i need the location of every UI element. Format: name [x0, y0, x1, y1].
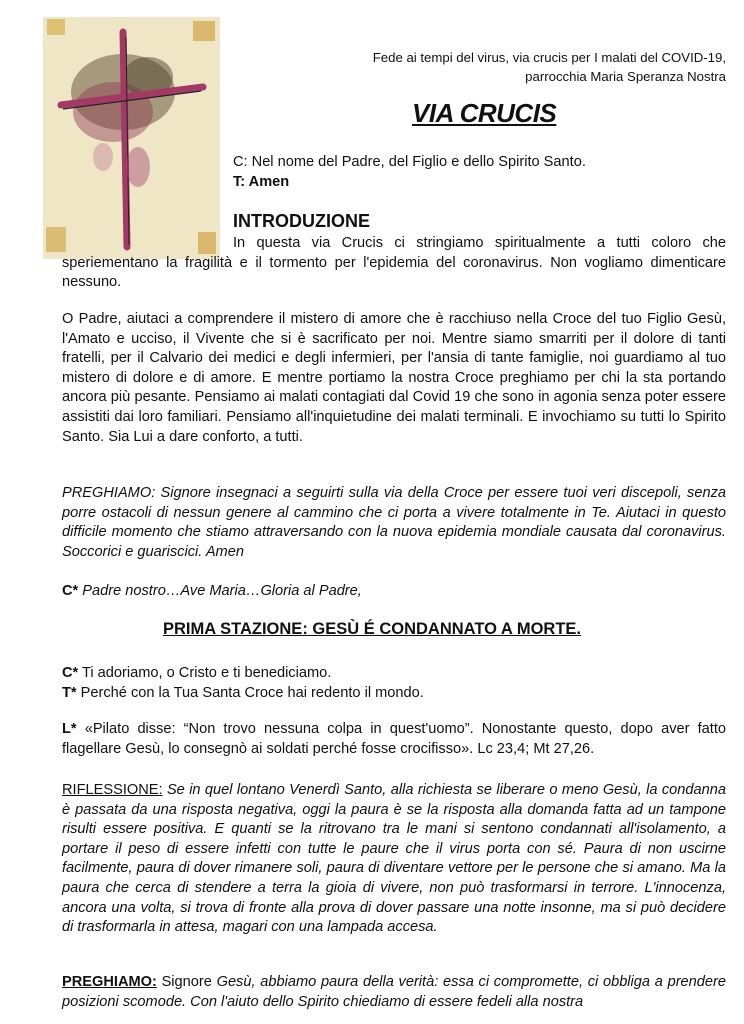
cross-painting-image [43, 17, 220, 259]
page-title: VIA CRUCIS [412, 98, 557, 128]
c-prefix: C* [62, 665, 79, 681]
reflection-text: Se in quel lontano Venerdì Santo, alla richiesta se liberare o meno Gesù, la condanna è passata da una risposta negativa, oggi la paura è se la risposta alla domanda fatta ad un tampone risulti essere positiva. E quanti se la ritrovano tra le mani si sentono condannati all'isolamento, a portare il peso di essere infetti con tutte le paure che il virus porta con sé. Paura di non uscirne facilmente, paura di dover rimanere soli, paura di diventare vettore per le persone che si amano. Ma la paura che cerca di stendere a terra la gioia di vivere, non può trasformarsi in terrore. L'innocenza, ancora una volta, si trova di fronte alla prova di dover passare una notte insonne, ma si può decidere di trasformarla in attesa, magari con una lampada accesa. [62, 782, 726, 936]
station-1-reading [62, 720, 726, 759]
intro-prayer: PREGHIAMO: Signore insegnaci a seguirti sulla via della Croce per essere tuoi veri discepoli, senza porre ostacoli di nessun genere al cammino che ci porta a vivere totalmente in Te. Aiutaci in questo difficile momento che stiamo attraversando con la nuova epidemia mondiale causata dal coronavirus. Soccorici e guariscici. Amen [62, 485, 726, 560]
station-1-reflection [62, 781, 726, 938]
c-prefix: C* [62, 583, 79, 599]
intro-c-prayer-line [62, 582, 726, 602]
t-text: Perché con la Tua Santa Croce hai redento il mondo. [76, 685, 424, 701]
c-text: Ti adoriamo, o Cristo e ti benediciamo. [78, 665, 332, 681]
intro-paragraph-1: In questa via Crucis ci stringiamo spiritualmente a tutti coloro che speriementano la fragilità e il tormento per l'epidemia del coronavirus. Non vogliamo dimenticare nessuno. [62, 235, 726, 291]
c-prayer-text: Padre nostro…Ave Maria…Gloria al Padre, [78, 583, 362, 599]
prayer-plain: Signore [156, 974, 217, 990]
l-text: «Pilato disse: “Non trovo nessuna colpa in quest'uomo”. Nonostante questo, dopo aver fatto flagellare Gesù, lo consegnò ai soldati perché fosse crocifisso». Lc 23,4; Mt 27,26. [62, 721, 726, 757]
reflection-label: RIFLESSIONE: [62, 782, 163, 798]
t-prefix: T* [62, 685, 77, 701]
intro-paragraph-2: O Padre, aiutaci a comprendere il mistero di amore che è racchiuso nella Croce del tuo Figlio Gesù, l'Amato e ucciso, il Vivente che si è sacrificato per noi. Mentre siamo smarriti per il dolore di tanti fratelli, per il Calvario dei medici e degli infermieri, per l'ansia di tante famiglie, noi guardiamo al tuo mistero di dolore e di amore. E mentre portiamo la nostra Croce preghiamo per chi la sta portando ancora più pesante. Pensiamo ai malati contagiati dal Covid 19 che sono in agonia senza poter essere assistiti dai loro familiari. Pensiamo all'inquietudine dei malati terminali. E invochiamo su tutti lo Spirito Santo. Sia Lui a dare conforto, a tutti. [62, 311, 726, 445]
station-1-t-line [62, 684, 726, 704]
opening-c-line: C: Nel nome del Padre, del Figlio e dello Spirito Santo. [233, 154, 586, 170]
header-line-1: Fede ai tempi del virus, via crucis per I malati del COVID-19, [372, 50, 726, 65]
l-prefix: L* [62, 721, 77, 737]
station-1-c-line [62, 664, 726, 684]
intro-heading: INTRODUZIONE [233, 211, 370, 231]
station-1-heading: PRIMA STAZIONE: GESÙ É CONDANNATO A MORTE. [162, 620, 581, 638]
opening-t-line: T: Amen [233, 174, 290, 190]
prayer-label: PREGHIAMO: [62, 974, 157, 990]
header-line-2: parrocchia Maria Speranza Nostra [525, 69, 726, 84]
prayer-text: Gesù, abbiamo paura della verità: essa ci compromette, ci obbliga a prendere posizioni scomode. Con l'aiuto dello Spirito chiediamo di essere fedeli alla nostra [62, 974, 726, 1010]
station-1-prayer [62, 973, 726, 1012]
header-note [286, 48, 726, 86]
